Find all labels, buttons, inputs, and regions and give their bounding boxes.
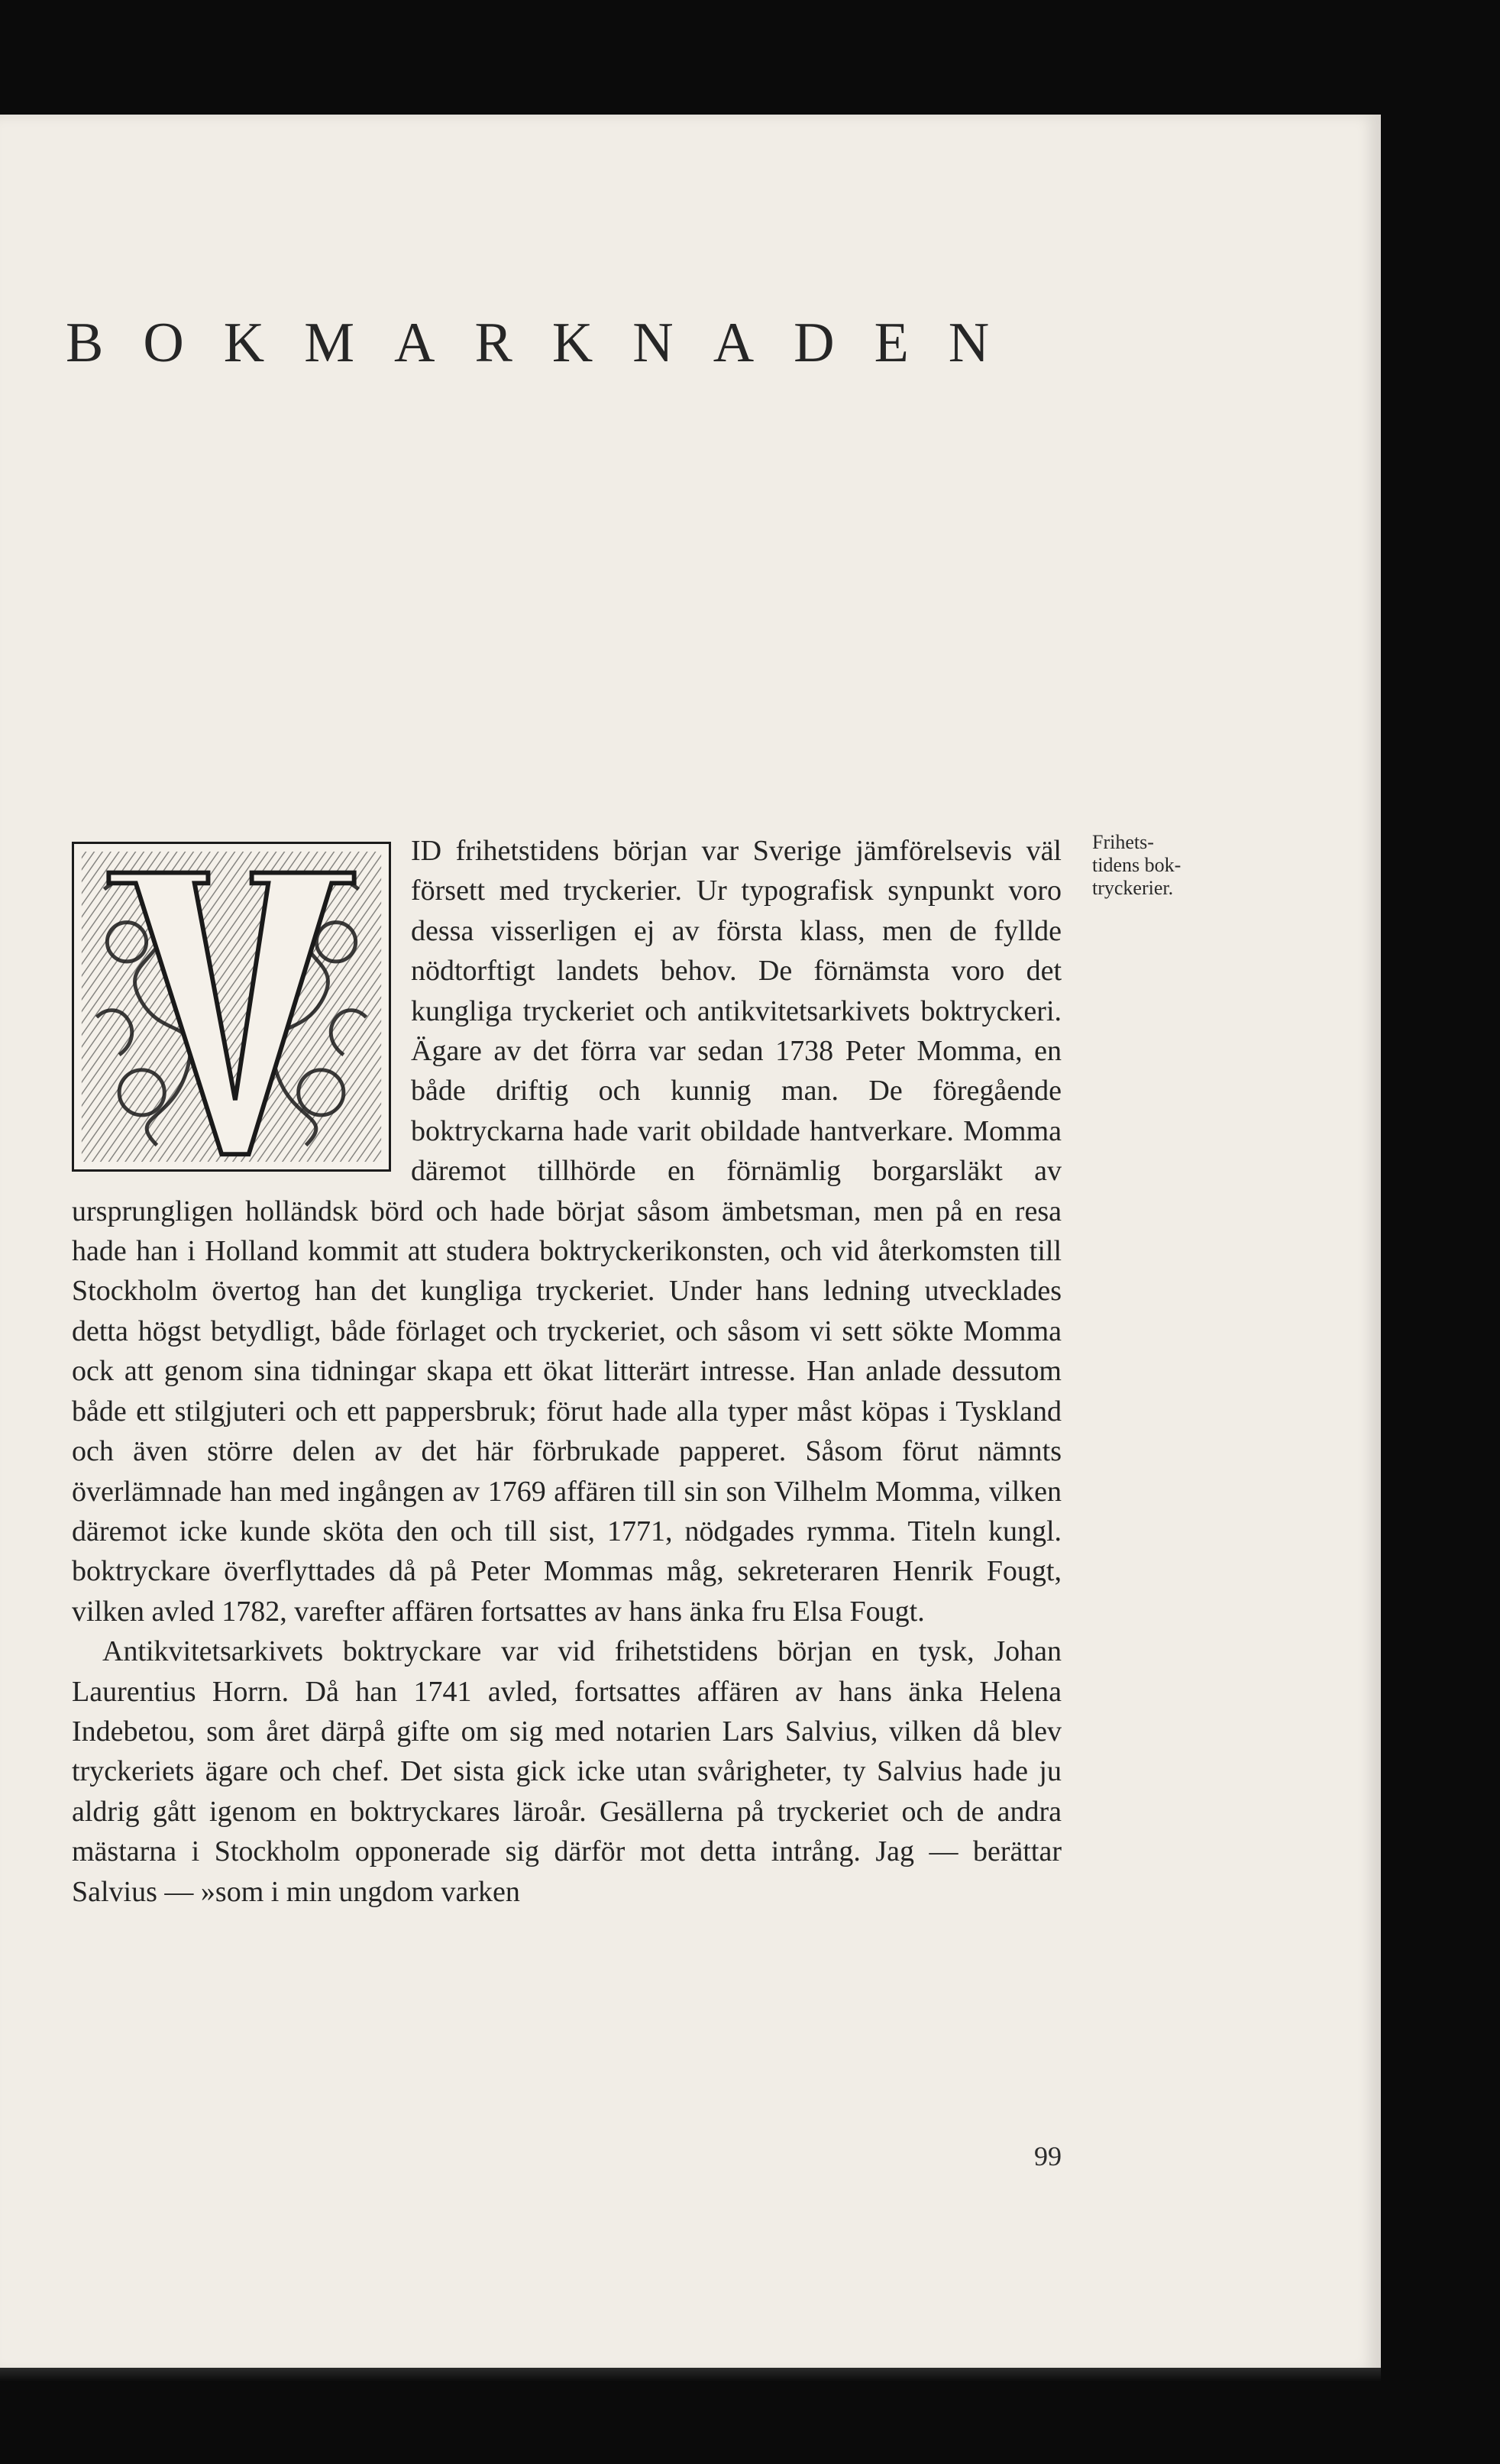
decorated-initial-v	[72, 842, 391, 1172]
margin-note-line: tryckerier.	[1092, 877, 1174, 899]
body-text	[72, 831, 1062, 1912]
page-title: BOKMARKNADEN	[66, 312, 1030, 374]
paragraph: Antikvitetsarkivets boktryckare var vid frihetstidens början en tysk, Johan Laurentius Horrn. Då han 1741 avled, fortsattes affären av hans änka Helena Indebetou, som året därpå gifte om sig med notarien Lars Salvius, vilken då blev tryckeriets ägare och chef. Det sista gick icke utan svårigheter, ty Salvius hade ju aldrig gått igenom en boktryckares läroår. Gesällerna på tryckeriet och de andra mästarna i Stockholm opponerade sig därför mot detta intrång. Jag — berättar Salvius — »som i min ungdom varken	[72, 1635, 1062, 1908]
margin-note	[1092, 831, 1214, 900]
page-bottom-edge	[0, 2368, 1381, 2382]
margin-note-line: Frihets-	[1092, 831, 1154, 853]
margin-note-line: tidens bok-	[1092, 854, 1182, 876]
paragraph: ID frihetstidens början var Sverige jämförelsevis väl försett med tryckerier. Ur typografisk synpunkt voro dessa visserligen ej av första klass, men de fyllde nödtorftigt landets behov. De förnämsta voro det kungliga tryckeriet och antikvitetsarkivets boktryckeri. Ägare av det förra var sedan 1738 Peter Momma, en både driftig och kunnig man. De föregående boktryckarna hade varit obildade hantverkare. Momma däremot tillhörde en förnämlig borgarsläkt av ursprungligen holländsk börd och hade börjat såsom ämbetsman, men på en resa hade han i Holland kommit att studera boktryckerikonsten, och vid återkomsten till Stockholm övertog han det kungliga tryckeriet. Under hans ledning utvecklades detta högst betydligt, både förlaget och tryckeriet, och såsom vi sett sökte Momma ock att genom sina tidningar skapa ett ökat litterärt intresse. Han anlade dessutom både ett stilgjuteri och ett pappersbruk; förut hade alla typer måst köpas i Tyskland och även större delen av det här förbrukade papperet. Såsom förut nämnts överlämnade han med ingången av 1769 affären till sin son Vilhelm Momma, vilken däremot icke kunde sköta den och till sist, 1771, nödgades rymma. Titeln kungl. boktryckare överflyttades då på Peter Mommas måg, sekreteraren Henrik Fougt, vilken avled 1782, varefter affären fortsattes av hans änka fru Elsa Fougt.	[72, 835, 1062, 1628]
page-number: 99	[1034, 2141, 1062, 2171]
ornament-icon	[74, 844, 389, 1169]
book-page	[0, 115, 1381, 2372]
